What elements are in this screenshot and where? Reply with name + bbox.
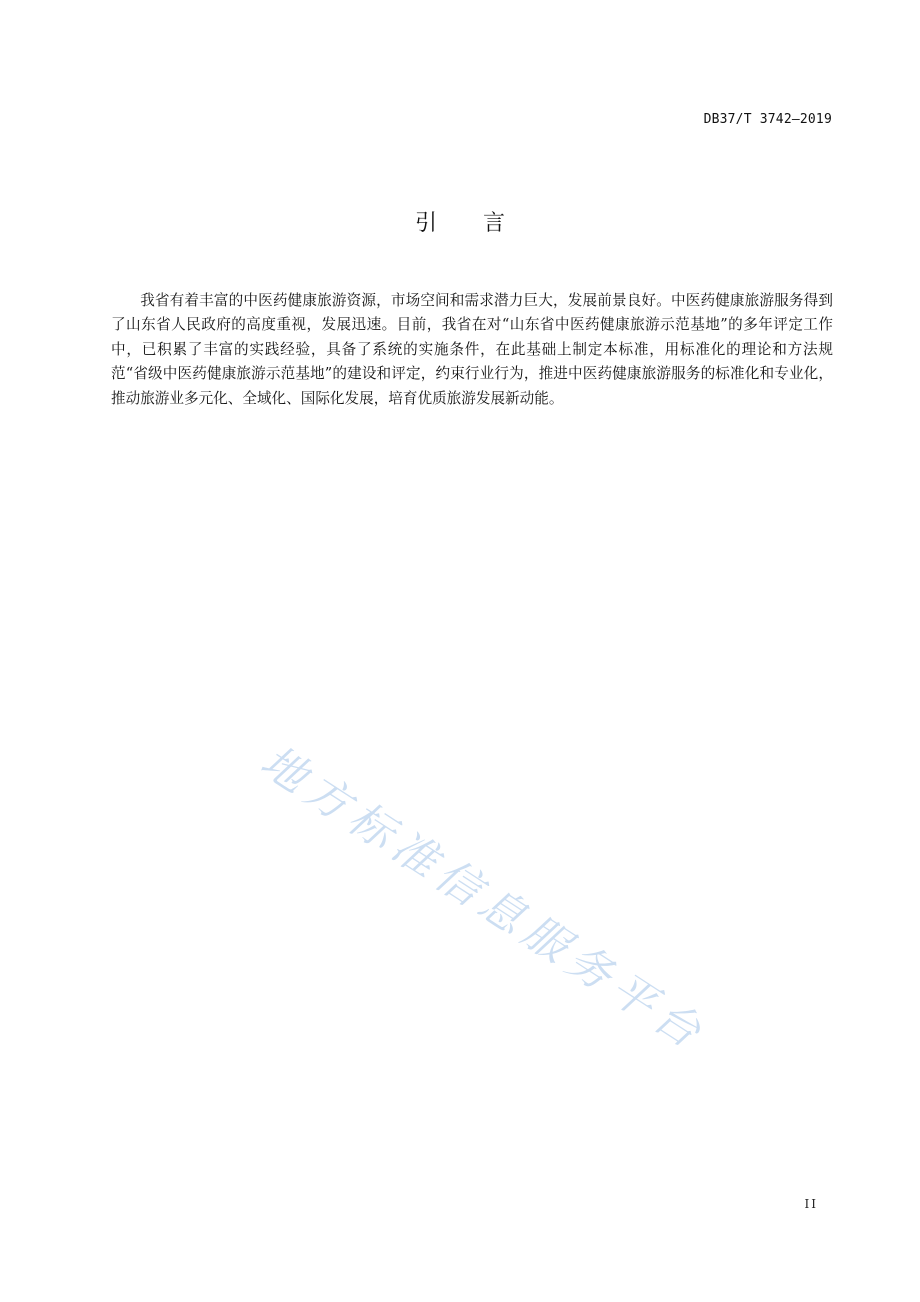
page-number: II — [804, 1197, 818, 1211]
watermark: 地方标准信息服务平台 — [251, 735, 716, 1062]
document-code: DB37/T 3742—2019 — [703, 112, 832, 127]
page-title: 引言 — [414, 211, 551, 236]
introduction-paragraph: 我省有着丰富的中医药健康旅游资源，市场空间和需求潜力巨大，发展前景良好。中医药健康旅游服务得到了山东省人民政府的高度重视，发展迅速。目前，我省在对“山东省中医药健康旅游示范基地”的多年评定工作中，已积累了丰富的实践经验，具备了系统的实施条件，在此基础上制定本标准，用标准化的理论和方法规范“省级中医药健康旅游示范基地”的建设和评定，约束行业行为，推进中医药健康旅游服务的标准化和专业化，推动旅游业多元化、全域化、国际化发展，培育优质旅游发展新动能。 — [111, 292, 833, 407]
